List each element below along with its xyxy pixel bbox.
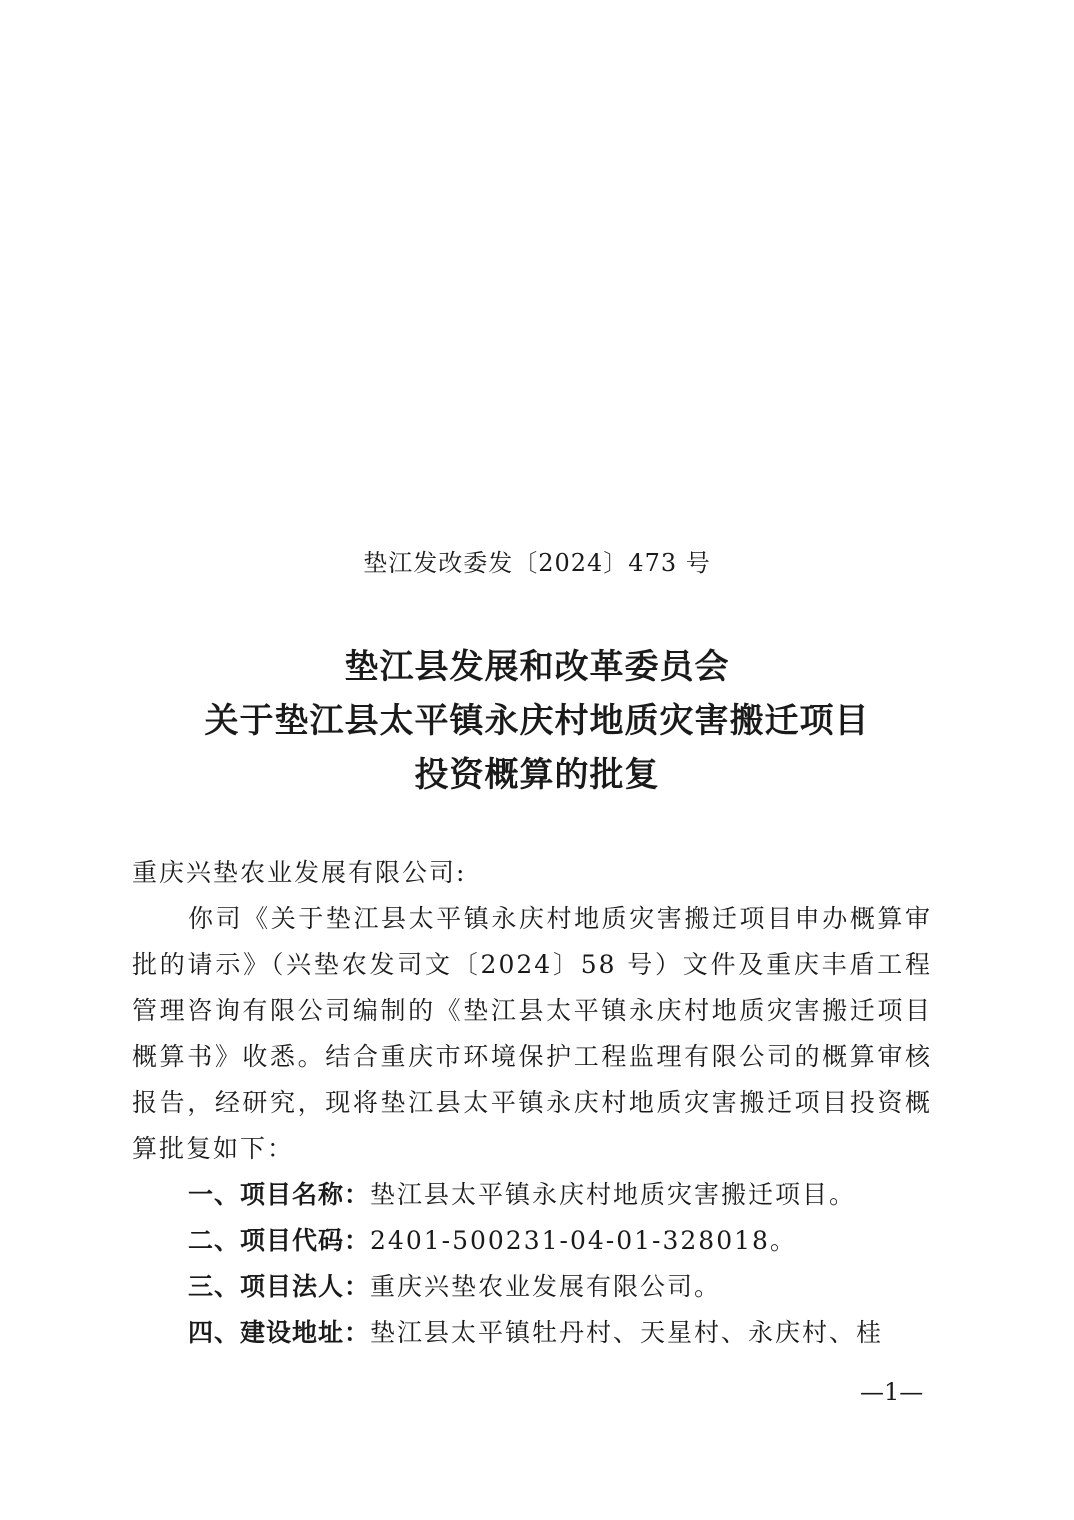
- title-line-2: 关于垫江县太平镇永庆村地质灾害搬迁项目: [204, 701, 870, 741]
- body-paragraph: 你司《关于垫江县太平镇永庆村地质灾害搬迁项目申办概算审批的请示》（兴垫农发司文〔2024〕58 号）文件及重庆丰盾工程管理咨询有限公司编制的《垫江县太平镇永庆村地质灾害搬迁项目概算书》收悉。结合重庆市环境保护工程监理有限公司的概算审核报告，经研究，现将垫江县太平镇永庆村地质灾害搬迁项目投资概算批复如下：: [132, 904, 932, 1163]
- list-item-project-name: [132, 1172, 932, 1218]
- title-line-3: 投资概算的批复: [414, 755, 660, 795]
- document-number: 垫江发改委发〔2024〕473 号: [363, 549, 711, 577]
- list-item-project-code: [132, 1218, 932, 1264]
- list-item-address: [132, 1310, 932, 1356]
- title-line-1: 垫江县发展和改革委员会: [344, 647, 730, 687]
- document-body: [132, 850, 932, 1356]
- item-value: 2401-500231-04-01-328018。: [370, 1226, 797, 1255]
- document-title: [0, 640, 1074, 802]
- item-value: 垫江县太平镇牡丹村、天星村、永庆村、桂: [370, 1318, 884, 1347]
- item-label: 一、项目名称：: [188, 1180, 371, 1209]
- list-item-legal-entity: [132, 1264, 932, 1310]
- item-label: 三、项目法人：: [188, 1272, 371, 1301]
- page-number: —1—: [860, 1378, 924, 1406]
- item-value: 垫江县太平镇永庆村地质灾害搬迁项目。: [370, 1180, 857, 1209]
- item-label: 二、项目代码：: [188, 1226, 371, 1255]
- salutation: 重庆兴垫农业发展有限公司:: [132, 858, 467, 887]
- item-value: 重庆兴垫农业发展有限公司。: [370, 1272, 722, 1301]
- item-label: 四、建设地址：: [188, 1318, 371, 1347]
